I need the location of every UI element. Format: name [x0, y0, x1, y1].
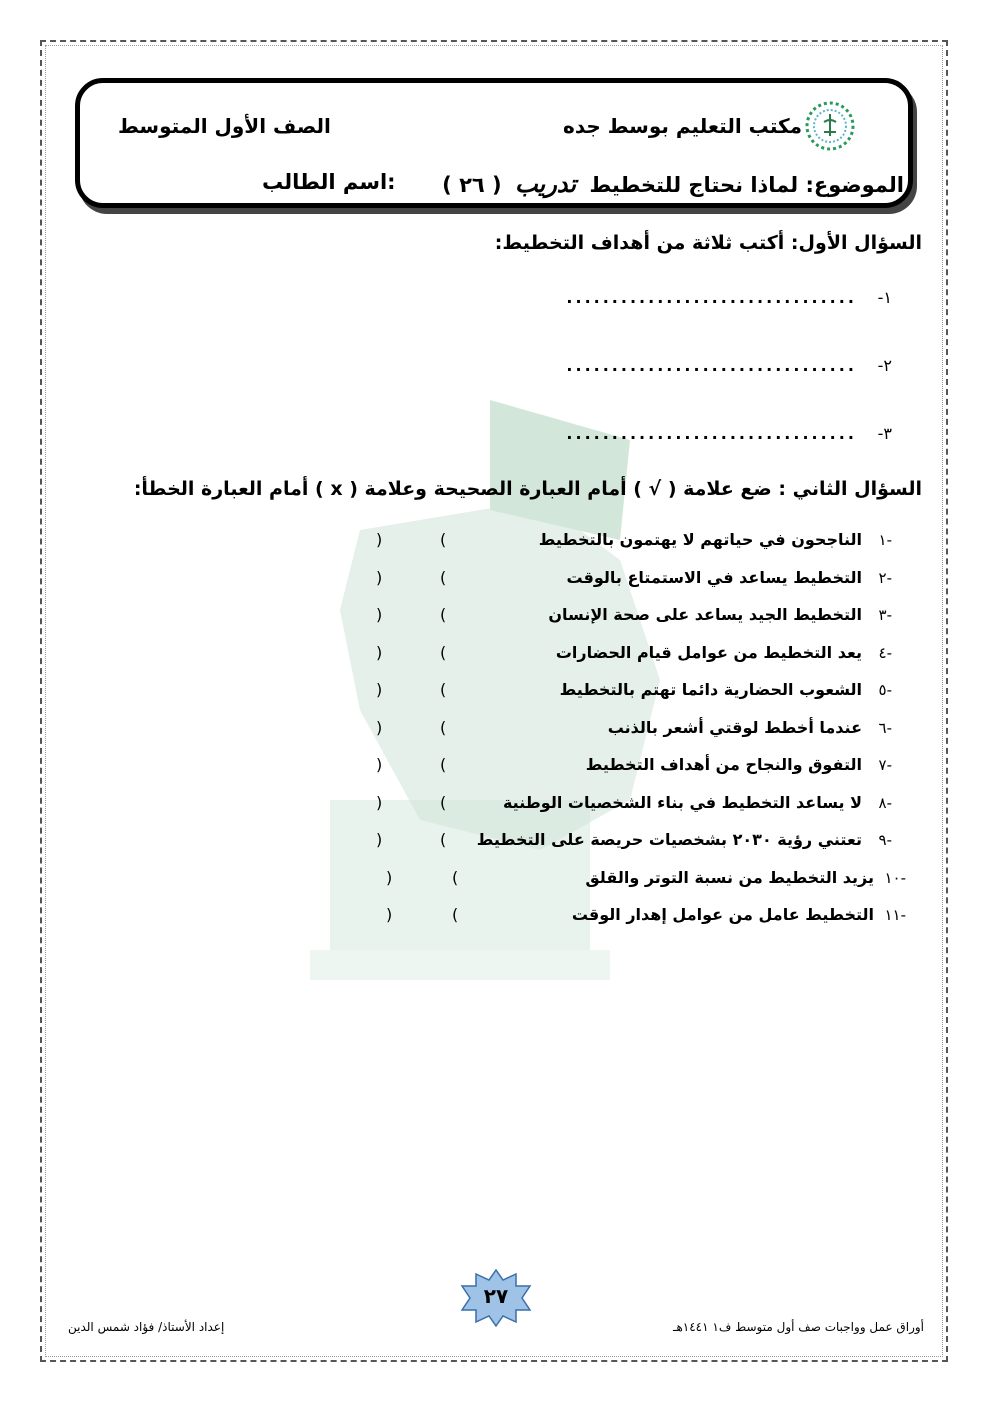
answer-box-open[interactable]: ( [440, 680, 447, 699]
statement-number: ٤- [878, 644, 892, 662]
subject-line [442, 170, 904, 198]
statement-text: التفوق والنجاح من أهداف التخطيط [585, 755, 862, 774]
statement-number: ٣- [878, 606, 892, 624]
statement-number: ١١- [884, 906, 906, 924]
statement-number: ٨- [878, 794, 892, 812]
answer-line-dots: ................................ [566, 356, 857, 375]
answer-box-close[interactable]: ) [376, 530, 383, 549]
statement-text: التخطيط يساعد في الاستمتاع بالوقت [566, 568, 862, 587]
answer-box-close[interactable]: ) [376, 793, 383, 812]
answer-box-close[interactable]: ) [386, 905, 393, 924]
answer-box-open[interactable]: ( [440, 793, 447, 812]
answer-box-open[interactable]: ( [440, 605, 447, 624]
answer-line-3[interactable] [566, 424, 892, 443]
statement-number: ٩- [878, 831, 892, 849]
statement-number: ١- [878, 531, 892, 549]
statement-text: التخطيط الجيد يساعد على صحة الإنسان [548, 605, 862, 624]
answer-line-number: ١- [877, 288, 892, 307]
statement-number: ٥- [878, 681, 892, 699]
answer-box-open[interactable]: ( [440, 755, 447, 774]
answer-box-open[interactable]: ( [440, 830, 447, 849]
answer-box-close[interactable]: ) [386, 868, 393, 887]
question2-title: السؤال الثاني : ضع علامة ( √ ) أمام العبارة الصحيحة وعلامة ( x ) أمام العبارة الخطأ: [133, 478, 922, 500]
statement-text: عندما أخطط لوقتي أشعر بالذنب [607, 718, 862, 737]
grade-label: الصف الأول المتوسط [118, 114, 331, 138]
answer-box-close[interactable]: ) [376, 643, 383, 662]
training-label: تدريب [514, 170, 577, 198]
statement-number: ٧- [878, 756, 892, 774]
student-name-label: اسم الطالب: [262, 170, 396, 194]
answer-line-dots: ................................ [566, 288, 857, 307]
education-office: مكتب التعليم بوسط جده [563, 114, 802, 138]
footer-series: أوراق عمل وواجبات صف أول متوسط ف١ ١٤٤١هـ [672, 1320, 924, 1334]
footer-author: إعداد الأستاذ/ فؤاد شمس الدين [68, 1320, 225, 1334]
answer-box-open[interactable]: ( [440, 718, 447, 737]
answer-box-close[interactable]: ) [376, 605, 383, 624]
answer-box-close[interactable]: ) [376, 830, 383, 849]
statement-text: الشعوب الحضارية دائما تهتم بالتخطيط [559, 680, 862, 699]
statement-number: ١٠- [884, 869, 906, 887]
answer-box-close[interactable]: ) [376, 568, 383, 587]
answer-box-close[interactable]: ) [376, 718, 383, 737]
ministry-logo-icon [804, 100, 856, 152]
subject-label: الموضوع: لماذا نحتاج للتخطيط [589, 173, 904, 197]
answer-box-open[interactable]: ( [440, 530, 447, 549]
statement-text: تعتني رؤية ٢٠٣٠ بشخصيات حريصة على التخطيط [476, 830, 862, 849]
page-number: ٢٧ [483, 1284, 509, 1308]
answer-line-1[interactable] [566, 288, 892, 307]
statement-text: يعد التخطيط من عوامل قيام الحضارات [555, 643, 862, 662]
statement-text: لا يساعد التخطيط في بناء الشخصيات الوطنية [502, 793, 862, 812]
training-number: ( ٢٦ ) [442, 173, 502, 197]
statement-number: ٢- [878, 569, 892, 587]
answer-box-open[interactable]: ( [440, 643, 447, 662]
statement-text: التخطيط عامل من عوامل إهدار الوقت [571, 905, 874, 924]
question1-title: السؤال الأول: أكتب ثلاثة من أهداف التخطيط: [494, 232, 922, 254]
answer-box-close[interactable]: ) [376, 680, 383, 699]
statement-number: ٦- [878, 719, 892, 737]
statement-text: الناجحون في حياتهم لا يهتمون بالتخطيط [538, 530, 862, 549]
answer-line-2[interactable] [566, 356, 892, 375]
answer-box-open[interactable]: ( [440, 568, 447, 587]
answer-line-number: ٢- [877, 356, 892, 375]
answer-line-number: ٣- [877, 424, 892, 443]
answer-box-close[interactable]: ) [376, 755, 383, 774]
answer-box-open[interactable]: ( [452, 905, 459, 924]
answer-box-open[interactable]: ( [452, 868, 459, 887]
answer-line-dots: ................................ [566, 424, 857, 443]
statement-text: يزيد التخطيط من نسبة التوتر والقلق [585, 868, 874, 887]
